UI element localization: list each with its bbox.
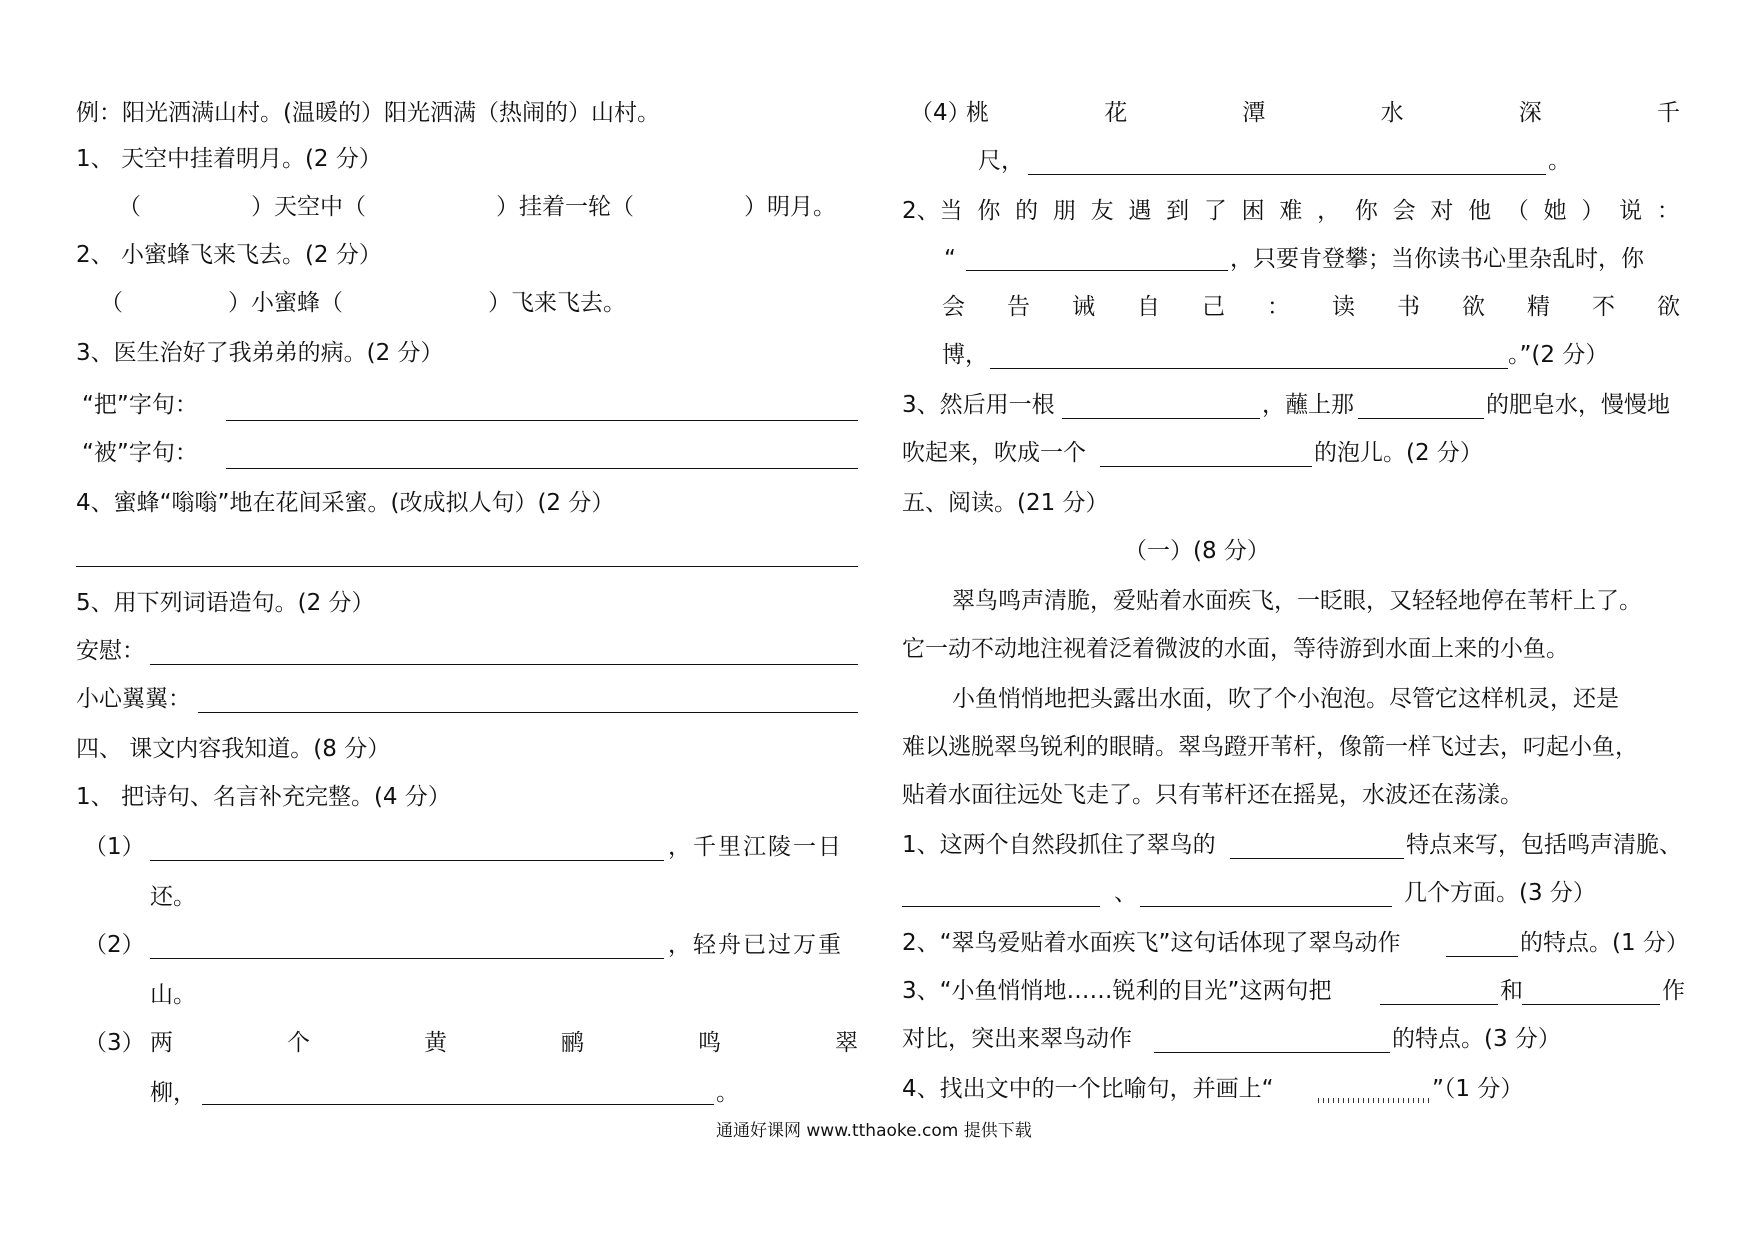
q2-end-text: 。”(2 分） <box>1508 342 1609 368</box>
bei-sentence-label: “被”字句： <box>82 440 198 466</box>
ba-sentence-label: “把”字句： <box>82 392 198 418</box>
poem-3-continuation: 柳， <box>150 1080 196 1106</box>
section-4-question-1: 1、 把诗句、名言补充完整。(4 分） <box>76 784 451 810</box>
reading-question-1-c: 、 <box>1114 880 1137 906</box>
r2-answer-line[interactable] <box>1446 956 1518 957</box>
reading-question-4-b: ”（1 分） <box>1432 1076 1524 1102</box>
question-3: 3、医生治好了我弟弟的病。(2 分） <box>76 340 444 366</box>
right-question-3-e: 的泡儿。(2 分） <box>1314 440 1483 466</box>
poem-4-continuation: 尺， <box>978 148 1024 174</box>
right-question-3-c: 的肥皂水，慢慢地 <box>1486 392 1670 418</box>
poem-1-tail: ，千里江陵一日 <box>668 834 843 860</box>
q3-answer-line-2[interactable] <box>1358 418 1484 419</box>
poem-1-answer-line[interactable] <box>150 860 664 861</box>
poem-2-tail: ，轻舟已过万重 <box>668 932 843 958</box>
r1-answer-line-1[interactable] <box>1230 858 1404 859</box>
q3-answer-line-1[interactable] <box>1062 418 1260 419</box>
q1-fill-blank: （ ）天空中（ ）挂着一轮（ ）明月。 <box>118 194 836 220</box>
right-question-2-line-3: 会 告 诫 自 己 ： 读 书 欲 精 不 欲 <box>942 294 1680 320</box>
r3-answer-line-1[interactable] <box>1380 1004 1498 1005</box>
r3-answer-line-3[interactable] <box>1154 1052 1390 1053</box>
poem-1-continuation: 还。 <box>150 884 196 910</box>
q2-open-quote: “ <box>944 246 956 272</box>
right-question-2-line-1: 2、当 你 的 朋 友 遇 到 了 困 难 ， 你 会 对 他 （ 她 ） 说 ： <box>902 198 1680 224</box>
q2-middle-text: ，只要肯登攀；当你读书心里杂乱时，你 <box>1230 246 1644 272</box>
passage-paragraph-1-line-2: 它一动不动地注视着泛着微波的水面，等待游到水面上来的小鱼。 <box>902 636 1569 662</box>
passage-paragraph-2-line-2: 难以逃脱翠鸟锐利的眼睛。翠鸟蹬开苇杆，像箭一样飞过去，叼起小鱼， <box>902 734 1638 760</box>
right-question-3-a: 3、然后用一根 <box>902 392 1055 418</box>
example-sentence: 例：阳光洒满山村。(温暖的）阳光洒满（热闹的）山村。 <box>76 100 660 126</box>
poem-2-answer-line[interactable] <box>150 958 664 959</box>
r3-answer-line-2[interactable] <box>1522 1004 1660 1005</box>
xiaoxinyiyi-answer-line[interactable] <box>198 712 858 713</box>
bei-sentence-answer-line[interactable] <box>226 468 858 469</box>
reading-question-3-a: 3、“小鱼悄悄地……锐利的目光”这两句把 <box>902 978 1332 1004</box>
ba-sentence-answer-line[interactable] <box>226 420 858 421</box>
reading-question-3-e: 的特点。(3 分） <box>1392 1026 1561 1052</box>
reading-question-1-a: 1、这两个自然段抓住了翠鸟的 <box>902 832 1216 858</box>
poem-3-answer-line[interactable] <box>202 1104 714 1105</box>
q2-bo-text: 博， <box>942 342 988 368</box>
word-xiaoxinyiyi-label: 小心翼翼： <box>76 686 191 712</box>
right-question-3-b: ，蘸上那 <box>1262 392 1354 418</box>
reading-question-1-d: 几个方面。(3 分） <box>1404 880 1596 906</box>
passage-paragraph-2-line-3: 贴着水面往远处飞走了。只有苇杆还在摇晃，水波还在荡漾。 <box>902 782 1523 808</box>
reading-question-1-b: 特点来写，包括鸣声清脆、 <box>1406 832 1682 858</box>
q2-answer-line-1[interactable] <box>966 270 1228 271</box>
poem-4-end: 。 <box>1548 148 1571 174</box>
reading-question-3-d: 对比，突出来翠鸟动作 <box>902 1026 1132 1052</box>
passage-paragraph-2-line-1: 小鱼悄悄地把头露出水面，吹了个小泡泡。尽管它这样机灵，还是 <box>952 686 1619 712</box>
question-4: 4、蜜蜂“嗡嗡”地在花间采蜜。(改成拟人句）(2 分） <box>76 490 615 516</box>
passage-paragraph-1-line-1: 翠鸟鸣声清脆，爱贴着水面疾飞，一眨眼，又轻轻地停在苇杆上了。 <box>952 588 1642 614</box>
poem-3-number: （3） <box>84 1030 145 1056</box>
reading-question-2-b: 的特点。(1 分） <box>1520 930 1689 956</box>
wavy-underline-sample <box>1316 1098 1431 1103</box>
poem-2-number: （2） <box>84 932 145 958</box>
q3-answer-line-3[interactable] <box>1100 466 1312 467</box>
reading-question-2-a: 2、“翠鸟爱贴着水面疾飞”这句话体现了翠鸟动作 <box>902 930 1401 956</box>
footer-source-text: 通通好课网 www.tthaoke.com 提供下载 <box>716 1121 1032 1141</box>
anwei-answer-line[interactable] <box>150 664 858 665</box>
q2-answer-line-2[interactable] <box>990 368 1508 369</box>
poem-1-number: （1） <box>84 834 145 860</box>
poem-4-answer-line[interactable] <box>1028 174 1546 175</box>
poem-4-line: 桃 花 潭 水 深 千 <box>966 100 1680 126</box>
r1-answer-line-2[interactable] <box>902 906 1100 907</box>
reading-question-4-a: 4、找出文中的一个比喻句，并画上“ <box>902 1076 1274 1102</box>
poem-3-end: 。 <box>716 1080 739 1106</box>
reading-question-3-c: 作 <box>1662 978 1685 1004</box>
question-1: 1、 天空中挂着明月。(2 分） <box>76 146 382 172</box>
right-question-3-d: 吹起来，吹成一个 <box>902 440 1086 466</box>
poem-4-number: （4） <box>910 100 971 126</box>
poem-2-continuation: 山。 <box>150 982 196 1008</box>
r1-answer-line-3[interactable] <box>1140 906 1392 907</box>
q2-fill-blank: （ ）小蜜蜂（ ）飞来飞去。 <box>100 290 626 316</box>
section-4-heading: 四、 课文内容我知道。(8 分） <box>76 736 391 762</box>
word-anwei-label: 安慰： <box>76 638 145 664</box>
question-2: 2、 小蜜蜂飞来飞去。(2 分） <box>76 242 382 268</box>
reading-part-1-heading: （一）(8 分） <box>1124 538 1270 564</box>
section-5-heading: 五、阅读。(21 分） <box>902 490 1109 516</box>
question-5: 5、用下列词语造句。(2 分） <box>76 590 375 616</box>
poem-3-line: 两 个 黄 鹂 鸣 翠 <box>150 1030 858 1056</box>
reading-question-3-b: 和 <box>1500 978 1523 1004</box>
q4-answer-line[interactable] <box>76 566 858 567</box>
